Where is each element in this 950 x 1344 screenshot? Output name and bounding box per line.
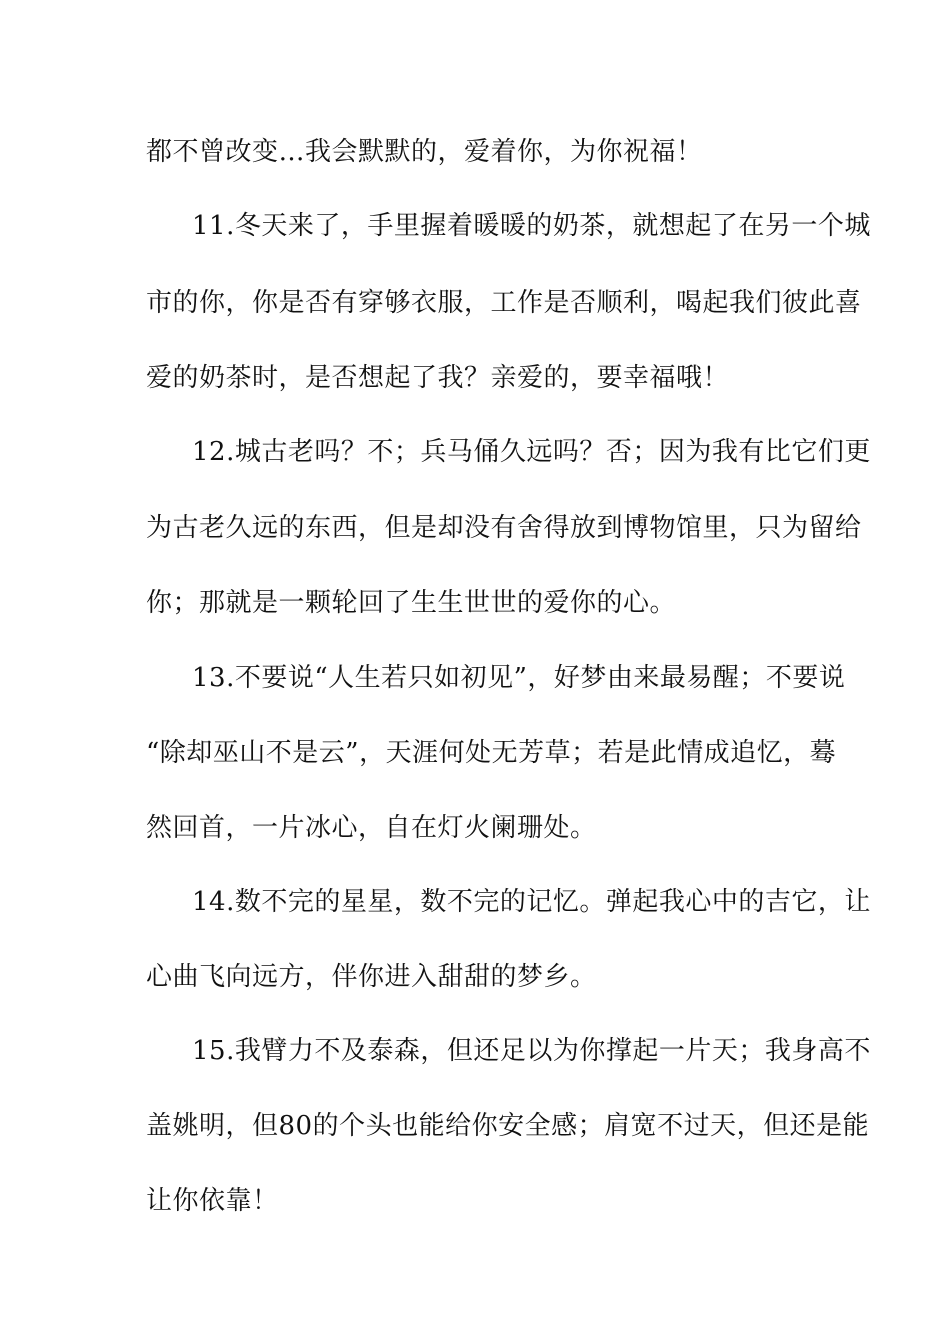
paragraph-15-line-3: 让你依靠！ — [146, 1186, 279, 1216]
paragraph-11-line-2: 市的你，你是否有穿够衣服，工作是否顺利，喝起我们彼此喜 — [146, 288, 862, 318]
paragraph-11-line-3: 爱的奶茶时，是否想起了我？亲爱的，要幸福哦！ — [146, 363, 730, 393]
paragraph-12-line-3: 你；那就是一颗轮回了生生世世的爱你的心。 — [146, 588, 677, 618]
paragraph-12-line-1: 12.城古老吗？不；兵马俑久远吗？否；因为我有比它们更 — [192, 437, 871, 467]
paragraph-13-line-1: 13.不要说“人生若只如初见”，好梦由来最易醒；不要说 — [192, 663, 846, 693]
paragraph-14-line-2: 心曲飞向远方，伴你进入甜甜的梦乡。 — [146, 962, 597, 992]
paragraph-14-line-1: 14.数不完的星星，数不完的记忆。弹起我心中的吉它，让 — [192, 887, 871, 917]
text-line: 都不曾改变…我会默默的，爱着你，为你祝福！ — [146, 137, 703, 167]
paragraph-11-line-1: 11.冬天来了，手里握着暖暖的奶茶，就想起了在另一个城 — [192, 211, 871, 241]
paragraph-12-line-2: 为古老久远的东西，但是却没有舍得放到博物馆里，只为留给 — [146, 513, 862, 543]
paragraph-15-line-1: 15.我臂力不及泰森，但还足以为你撑起一片天；我身高不 — [192, 1036, 871, 1066]
paragraph-13-line-2: “除却巫山不是云”，天涯何处无芳草；若是此情成追忆，蓦 — [146, 738, 837, 768]
paragraph-13-line-3: 然回首，一片冰心，自在灯火阑珊处。 — [146, 813, 597, 843]
paragraph-15-line-2: 盖姚明，但80的个头也能给你安全感；肩宽不过天，但还是能 — [146, 1111, 870, 1141]
